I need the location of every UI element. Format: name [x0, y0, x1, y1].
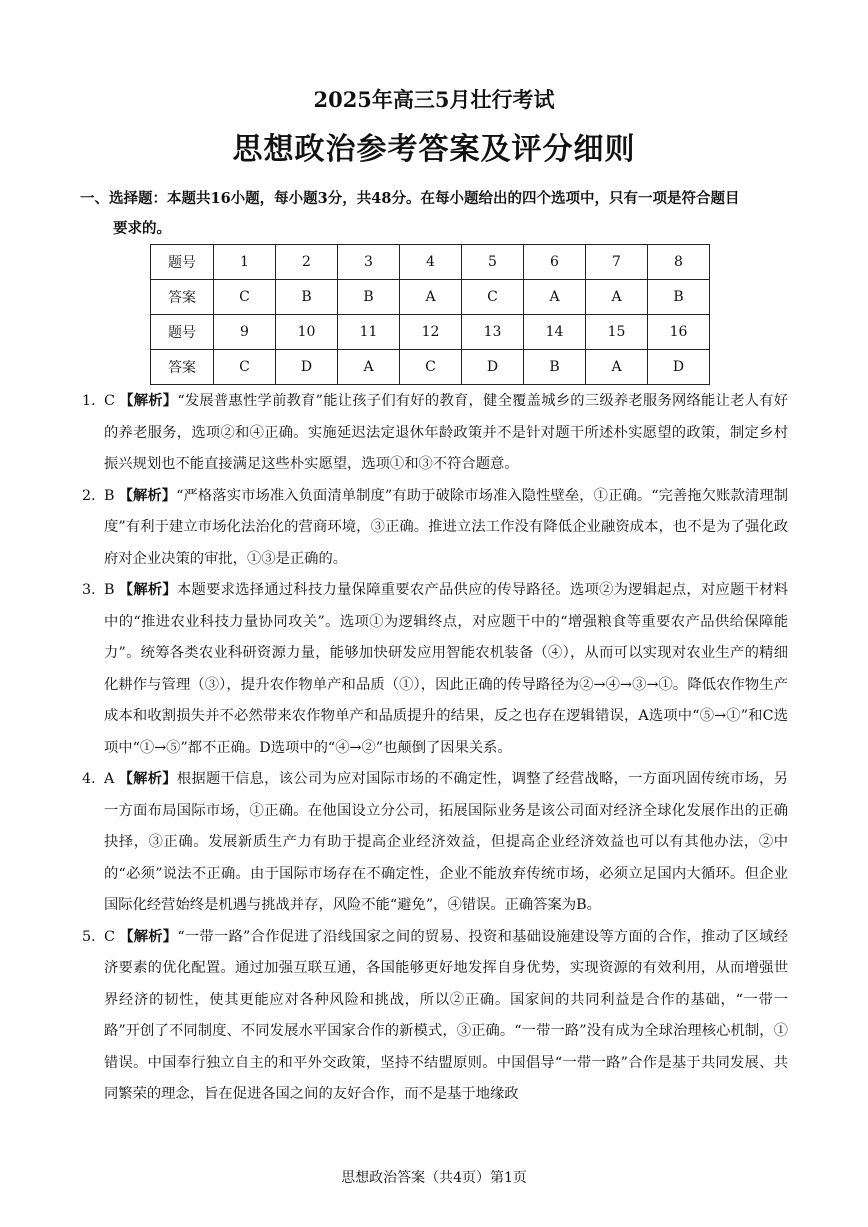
item-analysis-tag: 【解析】 [118, 393, 178, 409]
section-heading-line2: 要求的。 [113, 220, 171, 237]
explanation-item [82, 764, 788, 922]
answer-table-cell: D [462, 350, 524, 385]
item-analysis-text: 根据题干信息，该公司为应对国际市场的不确定性，调整了经营战略，一方面巩固传统市场，另一方面布局国际市场，①正确。在他国设立分公司，拓展国际业务是该公司面对经济全球化发展作出的正确抉择，③正确。发展新质生产力有助于提高企业经济效益，但提高企业经济效益也可以有其他办法，②中的“必须”说法不正确。由于国际市场存在不确定性，企业不能放弃传统市场，必须立足国内大循环。但企业国际化经营始终是机遇与挑战并存，风险不能“避免”，④错误。正确答案为B。 [104, 771, 789, 913]
item-analysis-text: “发展普惠性学前教育”能让孩子们有好的教育，健全覆盖城乡的三级养老服务网络能让老人有好的养老服务，选项②和④正确。实施延迟法定退休年龄政策并不是针对题干所述朴实愿望的政策，制定乡村振兴规划也不能直接满足这些朴实愿望，选项①和③不符合题意。 [104, 393, 788, 472]
explanation-item [82, 386, 788, 481]
answer-table-row [151, 245, 710, 280]
answer-table-cell: A [338, 350, 400, 385]
answer-table-row [151, 280, 710, 315]
answer-table-cell: A [400, 280, 462, 315]
item-number: 5． [82, 928, 106, 945]
item-number: 4． [82, 771, 106, 787]
answer-table-cell: A [586, 280, 648, 315]
answer-table-row-header: 题号 [151, 245, 214, 280]
answer-table-cell: 9 [214, 315, 276, 350]
answer-table-cell: 14 [524, 315, 586, 350]
answer-table-cell: 12 [400, 315, 462, 350]
answer-table-cell: C [462, 280, 524, 315]
answer-table-row [151, 315, 710, 350]
section-heading-line1: 一、选择题：本题共16小题，每小题3分，共48分。在每小题给出的四个选项中，只有一项是符合题目 [80, 190, 740, 207]
answer-table-cell: B [276, 280, 338, 315]
answer-table-cell: 2 [276, 245, 338, 280]
answer-table-row-header: 答案 [151, 280, 214, 315]
answer-table-row-header: 答案 [151, 350, 214, 385]
item-answer-key: C [104, 393, 115, 409]
item-analysis-tag: 【解析】 [118, 487, 177, 504]
answer-table-cell: 15 [586, 315, 648, 350]
answer-table-cell: 3 [338, 245, 400, 280]
answer-table-cell: D [276, 350, 338, 385]
item-analysis-tag: 【解析】 [118, 582, 177, 598]
answer-table-cell: B [648, 280, 710, 315]
answer-table-cell: 7 [586, 245, 648, 280]
answer-table-cell: A [524, 280, 586, 315]
answer-table-cell: 5 [462, 245, 524, 280]
item-number: 1． [82, 393, 106, 409]
answer-table-cell: 10 [276, 315, 338, 350]
answer-table-cell: B [524, 350, 586, 385]
section-heading [80, 184, 792, 244]
item-analysis-tag: 【解析】 [118, 771, 177, 787]
answer-table-cell: C [400, 350, 462, 385]
answer-table-row-header: 题号 [151, 315, 214, 350]
explanation-list [82, 386, 788, 1111]
answer-table-cell: 11 [338, 315, 400, 350]
item-number: 3． [82, 582, 106, 598]
item-analysis-text: 本题要求选择通过科技力量保障重要农产品供应的传导路径。选项②为逻辑起点，对应题干材料中的“推进农业科技力量协同攻关”。选项①为逻辑终点，对应题干中的“增强粮食等重要农产品供给保障能力”。统筹各类农业科研资源力量，能够加快研发应用智能农机装备（④），从而可以实现对农业生产的精细化耕作与管理（③），提升农作物单产和品质（①），因此正确的传导路径为②→④→③→①。降低农作物生产成本和收割损失并不必然带来农作物单产和品质提升的结果，反之也存在逻辑错误，A选项中“⑤→①”和C选项中“①→⑤”都不正确。D选项中的“④→②”也颠倒了因果关系。 [104, 582, 789, 756]
item-answer-key: C [104, 928, 115, 945]
item-answer-key: A [104, 771, 115, 787]
item-answer-key: B [104, 487, 115, 504]
answer-table-cell: C [214, 350, 276, 385]
item-analysis-text: “一带一路”合作促进了沿线国家之间的贸易、投资和基础设施建设等方面的合作，推动了区域经济要素的优化配置。通过加强互联互通，各国能够更好地发挥自身优势，实现资源的有效利用，从而增强世界经济的韧性，使其更能应对各种风险和挑战，所以②正确。国家间的共同利益是合作的基础，“一带一路”开创了不同制度、不同发展水平国家合作的新模式，③正确。“一带一路”没有成为全球治理核心机制，①错误。中国奉行独立自主的和平外交政策，坚持不结盟原则。中国倡导“一带一路”合作是基于共同发展、共同繁荣的理念，旨在促进各国之间的友好合作，而不是基于地缘政 [104, 928, 788, 1102]
answer-table-cell: A [586, 350, 648, 385]
explanation-item [82, 922, 788, 1111]
item-number: 2． [82, 487, 106, 504]
explanation-item [82, 481, 788, 576]
answer-table [150, 244, 710, 385]
page-footer: 思想政治答案（共4页）第1页 [341, 1170, 527, 1186]
page-title: 思想政治参考答案及评分细则 [232, 132, 636, 167]
answer-table-cell: C [214, 280, 276, 315]
answer-table-cell: 4 [400, 245, 462, 280]
answer-table-cell: 13 [462, 315, 524, 350]
item-answer-key: B [104, 582, 115, 598]
answer-table-cell: D [648, 350, 710, 385]
answer-table-cell: 6 [524, 245, 586, 280]
exam-subtitle: 2025年高三5月壮行考试 [313, 87, 555, 112]
answer-table-cell: B [338, 280, 400, 315]
explanation-item [82, 575, 788, 764]
answer-table-cell: 8 [648, 245, 710, 280]
answer-table-row [151, 350, 710, 385]
answer-table-cell: 16 [648, 315, 710, 350]
answer-table-cell: 1 [214, 245, 276, 280]
item-analysis-tag: 【解析】 [118, 928, 178, 945]
item-analysis-text: “严格落实市场准入负面清单制度”有助于破除市场准入隐性壁垒，①正确。“完善拖欠账款清理制度”有利于建立市场化法治化的营商环境，③正确。推进立法工作没有降低企业融资成本，也不是为了强化政府对企业决策的审批，①③是正确的。 [104, 487, 788, 567]
